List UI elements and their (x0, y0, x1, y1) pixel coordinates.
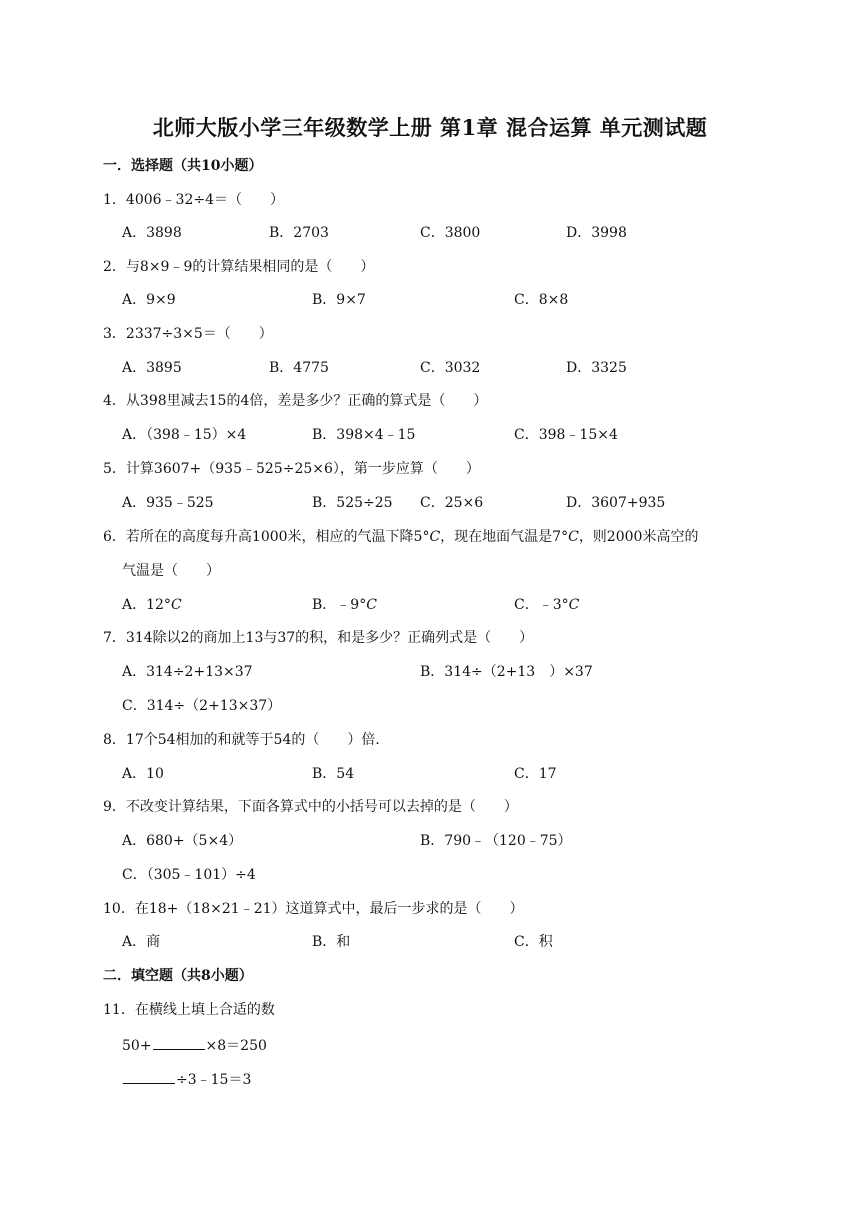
question-7-option-a: A．314÷2+13×37 (122, 664, 253, 680)
question-9-stem: 9．不改变计算结果，下面各算式中的小括号可以去掉的是（ ） (103, 799, 518, 815)
question-4-stem: 4．从398里减去15的4倍，差是多少？正确的算式是（ ） (103, 393, 488, 409)
question-1-option-c: C．3800 (420, 225, 481, 241)
question-6-option-b: B．﹣9°C (312, 597, 377, 613)
question-1-option-d: D．3998 (566, 225, 627, 241)
question-5-option-a: A．935﹣525 (122, 495, 214, 511)
question-5-option-b: B．525÷25 (312, 495, 393, 511)
page-title: 北师大版小学三年级数学上册 第1章 混合运算 单元测试题 (152, 115, 708, 140)
question-10-option-c: C．积 (514, 934, 553, 950)
question-11-line-2: ÷3﹣15＝3 (122, 1069, 251, 1090)
question-6-stem: 6．若所在的高度每升高1000米，相应的气温下降5°C，现在地面气温是7°C，则2000米高空的 (103, 529, 699, 545)
question-1-option-a: A．3898 (122, 225, 182, 241)
question-7-stem: 7．314除以2的商加上13与37的积，和是多少？正确列式是（ ） (103, 630, 534, 646)
question-10-option-a: A．商 (122, 934, 161, 950)
question-6-option-a: A．12°C (122, 597, 182, 613)
question-8-option-b: B．54 (312, 766, 355, 782)
question-1-option-b: B．2703 (269, 225, 329, 241)
question-2-stem: 2．与8×9﹣9的计算结果相同的是（ ） (103, 259, 375, 275)
question-10-option-b: B．和 (312, 934, 351, 950)
question-10-stem: 10．在18+（18×21﹣21）这道算式中，最后一步求的是（ ） (103, 901, 524, 917)
section-heading-fill-in: 二．填空题（共8小题） (103, 968, 253, 984)
question-3-option-d: D．3325 (566, 360, 627, 376)
question-6-stem-continued: 气温是（ ） (122, 563, 220, 579)
question-4-option-a: A．（398﹣15）×4 (122, 427, 247, 443)
question-2-option-a: A．9×9 (122, 292, 176, 308)
question-3-option-a: A．3895 (122, 360, 182, 376)
question-5-option-c: C．25×6 (420, 495, 484, 511)
question-9-option-a: A．680+（5×4） (122, 833, 243, 849)
question-9-option-b: B．790﹣（120﹣75） (420, 833, 572, 849)
question-3-option-b: B．4775 (269, 360, 329, 376)
answer-blank[interactable] (153, 1035, 205, 1050)
question-2-option-b: B．9×7 (312, 292, 366, 308)
question-4-option-b: B．398×4﹣15 (312, 427, 416, 443)
question-3-option-c: C．3032 (420, 360, 481, 376)
answer-blank[interactable] (123, 1069, 175, 1084)
question-6-option-c: C．﹣3°C (514, 597, 580, 613)
question-4-option-c: C．398﹣15×4 (514, 427, 618, 443)
section-heading-choice: 一．选择题（共10小题） (103, 158, 263, 174)
question-5-stem: 5．计算3607+（935﹣525÷25×6），第一步应算（ ） (103, 461, 480, 477)
celsius-unit: C (429, 529, 441, 545)
question-11-line-1: 50+ ×8＝250 (122, 1035, 267, 1056)
celsius-unit: C (568, 529, 579, 545)
question-7-option-c: C．314÷（2+13×37） (122, 698, 282, 714)
question-7-option-b: B．314÷（2+13 ）×37 (420, 664, 593, 680)
question-11-stem: 11．在横线上填上合适的数 (103, 1002, 275, 1018)
question-1-stem: 1．4006﹣32÷4＝（ ） (103, 192, 284, 208)
question-2-option-c: C．8×8 (514, 292, 569, 308)
question-8-stem: 8．17个54相加的和就等于54的（ ）倍． (103, 732, 390, 748)
question-3-stem: 3．2337÷3×5＝（ ） (103, 326, 273, 342)
question-9-option-c: C．（305﹣101）÷4 (122, 867, 256, 883)
question-8-option-c: C．17 (514, 766, 557, 782)
question-8-option-a: A．10 (122, 766, 164, 782)
question-5-option-d: D．3607+935 (566, 495, 666, 511)
